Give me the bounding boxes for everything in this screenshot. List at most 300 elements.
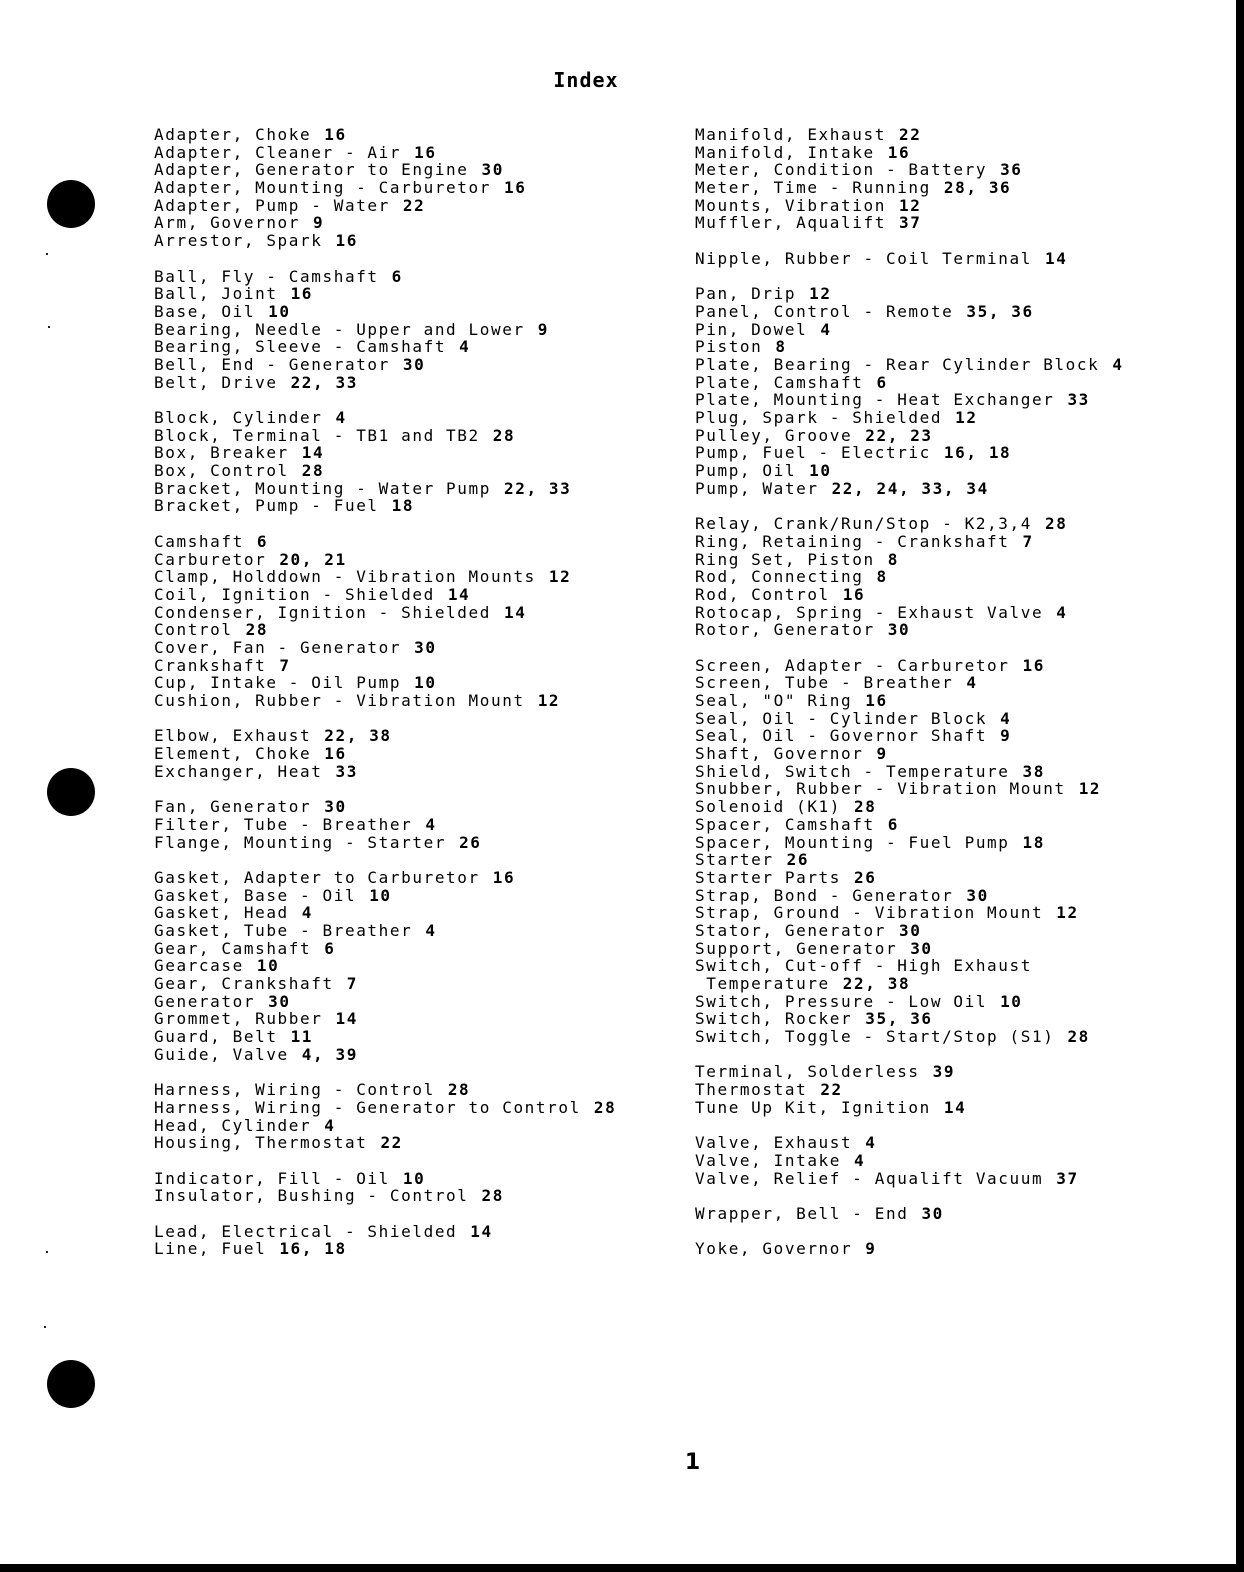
entry-pages: 4 bbox=[865, 1133, 877, 1153]
entry-pages: 16 bbox=[887, 142, 911, 162]
entry-term: Plate, Camshaft bbox=[695, 372, 864, 392]
index-entry bbox=[154, 427, 616, 445]
entry-term: Belt, Drive bbox=[154, 372, 278, 392]
entry-term: Indicator, Fill - Oil bbox=[154, 1168, 390, 1188]
entry-pages: 4 bbox=[854, 1150, 866, 1170]
index-entry bbox=[695, 604, 1124, 622]
index-entry bbox=[695, 780, 1124, 798]
entry-pages: 16, 18 bbox=[943, 443, 1012, 463]
index-entry bbox=[695, 444, 1124, 462]
entry-term: Valve, Intake bbox=[695, 1150, 842, 1170]
scan-speck bbox=[44, 1326, 46, 1328]
entry-term: Gear, Crankshaft bbox=[154, 974, 334, 993]
entry-term: Harness, Wiring - Generator to Control bbox=[154, 1097, 581, 1117]
entry-pages: 7 bbox=[279, 655, 291, 675]
entry-term: Box, Breaker bbox=[154, 443, 289, 463]
punch-hole bbox=[47, 768, 95, 816]
entry-pages: 12 bbox=[548, 567, 572, 587]
index-entry bbox=[695, 1170, 1124, 1188]
entry-pages: 30 bbox=[414, 637, 437, 657]
page-title: Index bbox=[553, 68, 619, 92]
index-entry bbox=[154, 1010, 616, 1028]
index-entry bbox=[154, 179, 616, 197]
entry-pages: 18 bbox=[391, 496, 415, 516]
entry-term: Pin, Dowel bbox=[695, 319, 808, 339]
entry-pages: 14 bbox=[470, 1221, 493, 1241]
index-entry bbox=[695, 657, 1124, 675]
entry-pages: 6 bbox=[324, 938, 336, 958]
entry-term: Starter Parts bbox=[695, 867, 842, 887]
entry-term: Panel, Control - Remote bbox=[695, 301, 954, 321]
entry-pages: 14 bbox=[447, 584, 471, 604]
entry-pages: 37 bbox=[898, 213, 922, 233]
entry-term: Adapter, Pump - Water bbox=[154, 195, 390, 215]
index-entry bbox=[154, 268, 616, 286]
index-entry bbox=[695, 1205, 1124, 1223]
entry-term: Adapter, Choke bbox=[154, 125, 312, 144]
entry-pages: 16 bbox=[335, 231, 358, 251]
entry-pages: 4 bbox=[301, 903, 314, 923]
index-entry bbox=[154, 940, 616, 958]
index-entry bbox=[695, 303, 1124, 321]
index-entry bbox=[154, 887, 616, 905]
entry-term: Crankshaft bbox=[154, 655, 267, 675]
entry-pages: 4, 39 bbox=[301, 1044, 358, 1064]
index-group bbox=[154, 126, 616, 250]
entry-term: Pump, Fuel - Electric bbox=[695, 443, 931, 463]
entry-pages: 8 bbox=[887, 549, 899, 569]
index-entry bbox=[695, 975, 1124, 993]
entry-pages: 22, 38 bbox=[324, 726, 392, 746]
entry-term: Exchanger, Heat bbox=[154, 761, 323, 781]
entry-term: Arrestor, Spark bbox=[154, 231, 323, 251]
entry-pages: 37 bbox=[1056, 1168, 1079, 1188]
entry-pages: 4 bbox=[335, 408, 347, 427]
entry-pages: 20, 21 bbox=[279, 549, 347, 569]
entry-pages: 14 bbox=[943, 1097, 967, 1117]
entry-pages: 12 bbox=[1078, 779, 1102, 799]
entry-term: Coil, Ignition - Shielded bbox=[154, 584, 435, 604]
entry-pages: 6 bbox=[391, 266, 403, 286]
index-entry bbox=[154, 126, 616, 144]
entry-pages: 10 bbox=[369, 885, 392, 905]
entry-pages: 35, 36 bbox=[865, 1009, 933, 1029]
index-entry bbox=[154, 834, 616, 852]
entry-pages: 16 bbox=[324, 125, 347, 144]
index-entry bbox=[154, 975, 616, 993]
entry-pages: 28 bbox=[854, 797, 877, 817]
entry-pages: 16, 18 bbox=[279, 1239, 347, 1259]
entry-pages: 12 bbox=[809, 284, 832, 304]
entry-term: Switch, Pressure - Low Oil bbox=[695, 991, 988, 1011]
entry-term: Temperature bbox=[695, 974, 830, 993]
entry-pages: 4 bbox=[1056, 602, 1068, 622]
entry-pages: 16 bbox=[290, 284, 314, 304]
entry-term: Line, Fuel bbox=[154, 1239, 267, 1259]
entry-term: Manifold, Exhaust bbox=[695, 125, 886, 144]
entry-term: Ball, Fly - Camshaft bbox=[154, 266, 379, 286]
entry-term: Base, Oil bbox=[154, 301, 256, 321]
index-entry bbox=[695, 727, 1124, 745]
entry-term: Guide, Valve bbox=[154, 1044, 289, 1064]
entry-term: Bell, End - Generator bbox=[154, 354, 390, 374]
index-group bbox=[695, 250, 1124, 268]
entry-term: Housing, Thermostat bbox=[154, 1133, 368, 1153]
index-entry bbox=[154, 993, 616, 1011]
scan-speck bbox=[46, 253, 48, 255]
index-entry bbox=[154, 745, 616, 763]
entry-term: Meter, Time - Running bbox=[695, 178, 931, 198]
entry-pages: 22, 23 bbox=[865, 425, 933, 445]
index-entry bbox=[695, 427, 1124, 445]
entry-pages: 22, 33 bbox=[503, 478, 572, 498]
entry-pages: 35, 36 bbox=[966, 301, 1034, 321]
entry-term: Tune Up Kit, Ignition bbox=[695, 1097, 931, 1117]
entry-term: Carburetor bbox=[154, 549, 267, 569]
index-entry bbox=[695, 887, 1124, 905]
scan-speck bbox=[48, 326, 50, 328]
entry-pages: 10 bbox=[414, 673, 437, 693]
entry-pages: 9 bbox=[876, 744, 888, 764]
entry-pages: 30 bbox=[910, 938, 933, 958]
entry-pages: 6 bbox=[876, 372, 888, 392]
index-entry bbox=[695, 1063, 1124, 1081]
entry-pages: 30 bbox=[324, 797, 347, 817]
index-group bbox=[695, 126, 1124, 232]
index-entry bbox=[154, 1046, 616, 1064]
entry-pages: 30 bbox=[921, 1203, 944, 1223]
entry-term: Switch, Rocker bbox=[695, 1009, 853, 1029]
entry-term: Strap, Ground - Vibration Mount bbox=[695, 903, 1044, 923]
entry-term: Seal, "O" Ring bbox=[695, 691, 853, 710]
entry-term: Adapter, Generator to Engine bbox=[154, 160, 469, 180]
entry-term: Shield, Switch - Temperature bbox=[695, 761, 1010, 781]
entry-term: Valve, Relief - Aqualift Vacuum bbox=[695, 1168, 1044, 1188]
index-entry bbox=[695, 533, 1124, 551]
entry-pages: 16 bbox=[865, 691, 888, 710]
index-group bbox=[695, 1205, 1124, 1223]
index-group bbox=[154, 533, 616, 710]
punch-hole bbox=[47, 180, 95, 228]
entry-term: Mounts, Vibration bbox=[695, 195, 886, 215]
index-entry bbox=[154, 444, 616, 462]
entry-term: Wrapper, Bell - End bbox=[695, 1203, 909, 1223]
entry-term: Ring Set, Piston bbox=[695, 549, 875, 569]
entry-pages: 22 bbox=[402, 195, 426, 215]
index-entry bbox=[154, 568, 616, 586]
entry-term: Manifold, Intake bbox=[695, 142, 875, 162]
entry-pages: 9 bbox=[1000, 726, 1012, 746]
entry-pages: 26 bbox=[786, 850, 810, 870]
entry-pages: 22, 38 bbox=[842, 974, 911, 993]
entry-term: Switch, Cut-off - High Exhaust bbox=[695, 956, 1032, 976]
entry-pages: 10 bbox=[402, 1168, 426, 1188]
entry-term: Clamp, Holddown - Vibration Mounts bbox=[154, 567, 536, 587]
entry-pages: 4 bbox=[966, 673, 978, 693]
entry-term: Control bbox=[154, 620, 233, 640]
entry-term: Yoke, Governor bbox=[695, 1239, 853, 1259]
index-entry bbox=[695, 338, 1124, 356]
index-entry bbox=[695, 851, 1124, 869]
entry-pages: 26 bbox=[459, 832, 482, 852]
index-group bbox=[154, 798, 616, 851]
entry-pages: 28 bbox=[481, 1186, 504, 1206]
index-entry bbox=[695, 214, 1124, 232]
entry-pages: 30 bbox=[966, 885, 989, 905]
entry-pages: 10 bbox=[256, 956, 280, 976]
entry-pages: 9 bbox=[537, 319, 549, 339]
entry-term: Lead, Electrical - Shielded bbox=[154, 1221, 458, 1241]
index-entry bbox=[154, 1099, 616, 1117]
entry-term: Nipple, Rubber - Coil Terminal bbox=[695, 248, 1032, 268]
entry-pages: 9 bbox=[313, 213, 325, 233]
entry-pages: 14 bbox=[301, 443, 325, 463]
index-entry bbox=[154, 692, 616, 710]
entry-pages: 11 bbox=[290, 1027, 314, 1047]
entry-pages: 22 bbox=[820, 1080, 843, 1100]
index-entry bbox=[695, 126, 1124, 144]
entry-term: Elbow, Exhaust bbox=[154, 726, 312, 746]
entry-pages: 14 bbox=[503, 602, 527, 622]
entry-term: Ball, Joint bbox=[154, 284, 278, 304]
index-group bbox=[695, 285, 1124, 497]
entry-pages: 18 bbox=[1022, 832, 1045, 852]
index-group bbox=[154, 869, 616, 1064]
entry-term: Rotor, Generator bbox=[695, 620, 875, 640]
entry-pages: 30 bbox=[898, 920, 922, 940]
entry-term: Stator, Generator bbox=[695, 920, 886, 940]
index-group bbox=[154, 1170, 616, 1205]
entry-pages: 10 bbox=[809, 461, 832, 481]
index-entry bbox=[154, 1028, 616, 1046]
entry-term: Bracket, Mounting - Water Pump bbox=[154, 478, 491, 498]
index-group bbox=[154, 727, 616, 780]
entry-pages: 22 bbox=[898, 125, 922, 144]
index-entry bbox=[695, 586, 1124, 604]
entry-pages: 33 bbox=[1067, 390, 1090, 410]
index-entry bbox=[154, 763, 616, 781]
entry-term: Valve, Exhaust bbox=[695, 1133, 853, 1153]
entry-term: Block, Cylinder bbox=[154, 408, 323, 427]
entry-pages: 28 bbox=[245, 620, 269, 640]
index-group bbox=[154, 268, 616, 392]
entry-term: Camshaft bbox=[154, 531, 244, 551]
entry-pages: 7 bbox=[1022, 531, 1034, 551]
index-entry bbox=[695, 409, 1124, 427]
index-entry bbox=[154, 922, 616, 940]
entry-term: Cup, Intake - Oil Pump bbox=[154, 673, 402, 693]
entry-pages: 4 bbox=[459, 337, 471, 357]
entry-pages: 10 bbox=[1000, 991, 1023, 1011]
entry-term: Spacer, Camshaft bbox=[695, 814, 875, 834]
index-entry bbox=[154, 321, 616, 339]
index-group bbox=[154, 1223, 616, 1258]
index-group bbox=[695, 515, 1124, 639]
index-entry bbox=[154, 604, 616, 622]
entry-pages: 30 bbox=[268, 991, 291, 1011]
entry-pages: 14 bbox=[1044, 248, 1068, 268]
entry-term: Guard, Belt bbox=[154, 1027, 278, 1047]
index-entry bbox=[154, 232, 616, 250]
entry-term: Solenoid (K1) bbox=[695, 797, 842, 817]
index-entry bbox=[695, 674, 1124, 692]
index-entry bbox=[695, 161, 1124, 179]
index-entry bbox=[154, 480, 616, 498]
entry-term: Gasket, Adapter to Carburetor bbox=[154, 867, 480, 887]
entry-term: Element, Choke bbox=[154, 744, 312, 764]
index-entry bbox=[154, 621, 616, 639]
index-entry bbox=[695, 816, 1124, 834]
entry-pages: 22 bbox=[380, 1133, 403, 1153]
entry-term: Relay, Crank/Run/Stop - K2,3,4 bbox=[695, 514, 1032, 534]
index-entry bbox=[695, 144, 1124, 162]
entry-term: Block, Terminal - TB1 and TB2 bbox=[154, 425, 480, 445]
index-entry bbox=[695, 869, 1124, 887]
index-entry bbox=[695, 374, 1124, 392]
entry-term: Support, Generator bbox=[695, 938, 898, 958]
index-entry bbox=[695, 1010, 1124, 1028]
index-entry bbox=[154, 214, 616, 232]
entry-term: Seal, Oil - Governor Shaft bbox=[695, 726, 988, 746]
entry-pages: 14 bbox=[335, 1009, 358, 1029]
entry-term: Generator bbox=[154, 991, 256, 1011]
entry-term: Pump, Oil bbox=[695, 461, 797, 481]
entry-term: Ring, Retaining - Crankshaft bbox=[695, 531, 1010, 551]
entry-pages: 28 bbox=[492, 425, 516, 445]
index-entry bbox=[695, 568, 1124, 586]
entry-pages: 4 bbox=[324, 1115, 336, 1135]
entry-term: Insulator, Bushing - Control bbox=[154, 1186, 469, 1206]
entry-term: Condenser, Ignition - Shielded bbox=[154, 602, 491, 622]
index-entry bbox=[154, 816, 616, 834]
index-entry bbox=[154, 1187, 616, 1205]
entry-term: Cover, Fan - Generator bbox=[154, 637, 402, 657]
index-entry bbox=[154, 1240, 616, 1258]
index-group bbox=[695, 1240, 1124, 1258]
index-entry bbox=[154, 904, 616, 922]
entry-term: Harness, Wiring - Control bbox=[154, 1080, 435, 1100]
index-entry bbox=[154, 727, 616, 745]
index-entry bbox=[695, 745, 1124, 763]
entry-term: Fan, Generator bbox=[154, 797, 312, 817]
entry-term: Head, Cylinder bbox=[154, 1115, 312, 1135]
entry-term: Gasket, Base - Oil bbox=[154, 885, 357, 905]
entry-pages: 28, 36 bbox=[943, 178, 1012, 198]
entry-pages: 16 bbox=[842, 584, 866, 604]
entry-term: Bearing, Needle - Upper and Lower bbox=[154, 319, 525, 339]
index-entry bbox=[695, 179, 1124, 197]
entry-term: Gasket, Tube - Breather bbox=[154, 920, 413, 940]
index-entry bbox=[695, 285, 1124, 303]
entry-pages: 12 bbox=[898, 195, 922, 215]
index-entry bbox=[695, 462, 1124, 480]
index-column-left bbox=[154, 126, 616, 1276]
entry-term: Screen, Tube - Breather bbox=[695, 673, 954, 693]
entry-term: Terminal, Solderless bbox=[695, 1062, 920, 1082]
entry-pages: 36 bbox=[1000, 160, 1023, 180]
entry-term: Pulley, Groove bbox=[695, 425, 853, 445]
index-entry bbox=[154, 586, 616, 604]
entry-term: Grommet, Rubber bbox=[154, 1009, 323, 1029]
index-entry bbox=[695, 940, 1124, 958]
scan-speck bbox=[46, 1251, 48, 1253]
index-entry bbox=[154, 1117, 616, 1135]
index-entry bbox=[695, 692, 1124, 710]
index-entry bbox=[154, 1081, 616, 1099]
entry-pages: 9 bbox=[865, 1239, 877, 1259]
entry-pages: 30 bbox=[402, 354, 426, 374]
index-entry bbox=[154, 409, 616, 427]
entry-term: Shaft, Governor bbox=[695, 744, 864, 764]
index-entry bbox=[154, 639, 616, 657]
entry-pages: 28 bbox=[1044, 514, 1068, 534]
entry-term: Snubber, Rubber - Vibration Mount bbox=[695, 779, 1066, 799]
entry-term: Cushion, Rubber - Vibration Mount bbox=[154, 691, 525, 710]
entry-pages: 38 bbox=[1022, 761, 1045, 781]
entry-term: Strap, Bond - Generator bbox=[695, 885, 954, 905]
index-entry bbox=[695, 834, 1124, 852]
punch-hole bbox=[47, 1360, 95, 1408]
index-entry bbox=[695, 1099, 1124, 1117]
entry-pages: 12 bbox=[537, 691, 561, 710]
index-entry bbox=[154, 533, 616, 551]
entry-term: Spacer, Mounting - Fuel Pump bbox=[695, 832, 1010, 852]
entry-pages: 12 bbox=[955, 408, 978, 427]
index-entry bbox=[695, 904, 1124, 922]
index-entry bbox=[154, 197, 616, 215]
entry-pages: 30 bbox=[481, 160, 504, 180]
entry-term: Gasket, Head bbox=[154, 903, 289, 923]
entry-pages: 28 bbox=[301, 461, 325, 481]
entry-pages: 16 bbox=[503, 178, 527, 198]
index-entry bbox=[154, 356, 616, 374]
index-entry bbox=[695, 1081, 1124, 1099]
entry-pages: 6 bbox=[256, 531, 269, 551]
index-entry bbox=[154, 551, 616, 569]
index-entry bbox=[154, 869, 616, 887]
index-entry bbox=[154, 303, 616, 321]
entry-pages: 4 bbox=[820, 319, 832, 339]
index-entry bbox=[154, 497, 616, 515]
entry-term: Adapter, Cleaner - Air bbox=[154, 142, 402, 162]
index-entry bbox=[154, 285, 616, 303]
index-entry bbox=[695, 391, 1124, 409]
entry-pages: 22, 33 bbox=[290, 372, 358, 392]
entry-term: Plate, Mounting - Heat Exchanger bbox=[695, 390, 1055, 410]
entry-pages: 33 bbox=[335, 761, 358, 781]
index-entry bbox=[695, 1134, 1124, 1152]
index-group bbox=[154, 1081, 616, 1152]
index-entry bbox=[695, 1028, 1124, 1046]
index-entry bbox=[154, 957, 616, 975]
index-entry bbox=[154, 161, 616, 179]
index-entry bbox=[154, 798, 616, 816]
index-entry bbox=[695, 197, 1124, 215]
entry-pages: 30 bbox=[887, 620, 911, 640]
entry-pages: 16 bbox=[324, 744, 347, 764]
index-entry bbox=[695, 1152, 1124, 1170]
entry-pages: 28 bbox=[1067, 1027, 1090, 1047]
entry-term: Plug, Spark - Shielded bbox=[695, 408, 943, 427]
entry-term: Piston bbox=[695, 337, 763, 357]
index-group bbox=[695, 657, 1124, 1046]
index-entry bbox=[154, 374, 616, 392]
entry-term: Arm, Governor bbox=[154, 213, 301, 233]
index-entry bbox=[695, 621, 1124, 639]
index-entry bbox=[154, 674, 616, 692]
entry-term: Thermostat bbox=[695, 1080, 808, 1100]
index-entry bbox=[695, 551, 1124, 569]
